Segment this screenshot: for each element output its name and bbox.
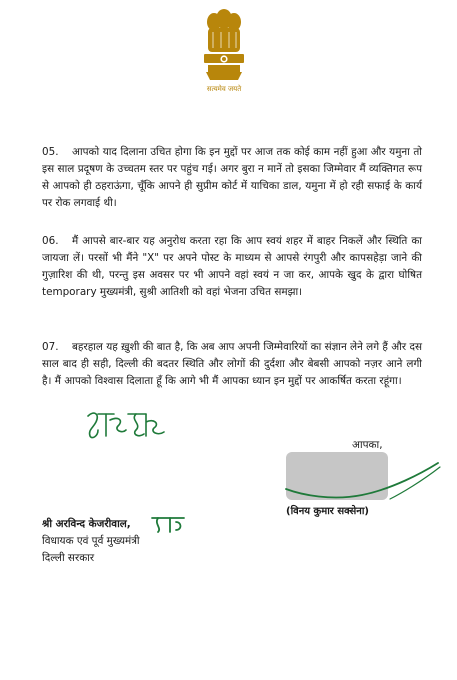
paragraph-text: बहरहाल यह ख़ुशी की बात है, कि अब आप अपनी जिम्मेवारियों का संज्ञान लेने लगे हैं और दस साल बाद ही सही, दिल्ली की बदतर स्थिति और लोगों की दुर्दशा और बेबसी आपको नज़र आने लगी है। मैं आपको विश्वास दिलाता हूँ कि आगे भी मैं आपका ध्यान इन मुद्दों पर आकर्षित करता रहूंगा। bbox=[42, 341, 422, 387]
paragraph-06 bbox=[42, 233, 422, 301]
paragraph-text: मैं आपसे बार-बार यह अनुरोध करता रहा कि आप स्वयं शहर में बाहर निकलें और स्थिति का जायजा लें। परसों भी मैंने "X" पर अपने पोस्ट के माध्यम से आपसे रंगपुरी और कापसहेड़ा जाने की गुज़ारिश की थी, परन्तु इस अवसर पर भी आपने वहां स्वयं न जा कर, आपके खुद के द्वारा घोषित temporary मुख्यमंत्री, सुश्री आतिशी को वहां भेजना उचित समझा। bbox=[42, 235, 422, 298]
green-initial-mark bbox=[150, 512, 186, 534]
state-emblem-icon bbox=[198, 8, 250, 94]
paragraph-07 bbox=[42, 339, 422, 390]
addressee-title: विधायक एवं पूर्व मुख्यमंत्री bbox=[42, 535, 140, 547]
paragraph-number: 07. bbox=[42, 341, 59, 353]
closing-salutation: आपका, bbox=[352, 439, 383, 451]
paragraph-text: आपको याद दिलाना उचित होगा कि इन मुद्दों पर आज तक कोई काम नहीं हुआ और यमुना तो इस साल प्रदूषण के उच्चतम स्तर पर पहुंच गई। अगर बुरा न मानें तो इसका जिम्मेवार मैं व्यक्तिगत रूप से आपको ही ठहराऊंगा, चूँकि आपने ही सुप्रीम कोर्ट में याचिका डाल, यमुना में हो रही सफाई के कार्य पर रोक लगवाई थी। bbox=[42, 146, 422, 209]
emblem-motto: सत्यमेव जयते bbox=[206, 85, 242, 93]
sender-name: (विनय कुमार सक्सेना) bbox=[286, 506, 369, 517]
handwritten-note bbox=[84, 406, 174, 446]
paragraph-number: 05. bbox=[42, 146, 59, 158]
addressee-place: दिल्ली सरकार bbox=[42, 552, 95, 564]
addressee-name: श्री अरविन्द केजरीवाल, bbox=[42, 518, 131, 530]
paragraph-number: 06. bbox=[42, 235, 59, 247]
paragraph-05 bbox=[42, 144, 422, 212]
